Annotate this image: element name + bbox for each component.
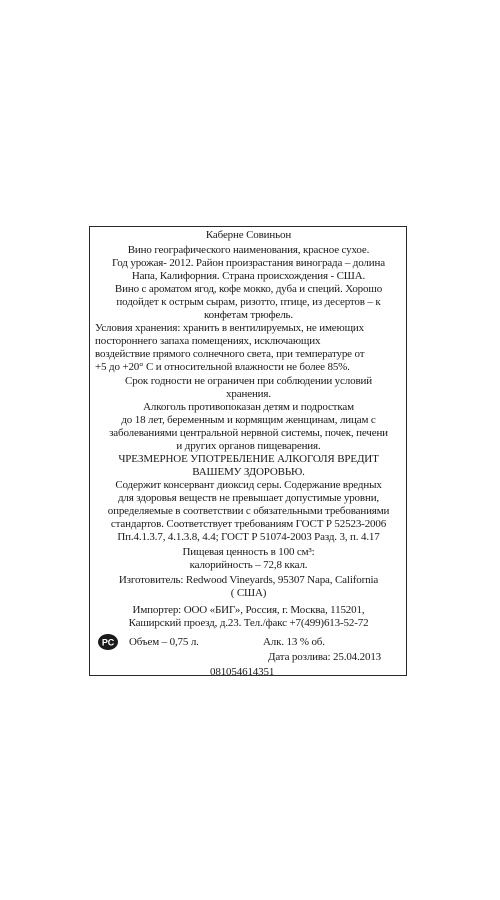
importer-block — [95, 604, 402, 630]
manufacturer-line: ( США) — [230, 587, 267, 600]
contraindication-line: до 18 лет, беременным и кормящим женщинам, лицам с — [121, 413, 376, 426]
shelf-life-line: Срок годности не ограничен при соблюдении условий — [125, 374, 372, 387]
contraindication-line: и других органов пищеварения. — [176, 439, 321, 452]
manufacturer-block — [95, 574, 402, 600]
storage-line: воздействие прямого солнечного света, при температуре от — [95, 348, 365, 361]
storage-line: Условия хранения: хранить в вентилируемых, не имеющих — [95, 322, 364, 335]
preservative-line: стандартов. Соответствует требованиям ГОСТ Р 52523-2006 — [110, 518, 387, 531]
storage-conditions-block — [95, 322, 402, 374]
volume-text: Объем – 0,75 л. — [129, 636, 199, 649]
nutrition-line: калорийность – 72,8 ккал. — [189, 559, 308, 572]
wine-name: Каберне Совиньон — [205, 229, 292, 241]
description-block — [95, 244, 402, 322]
storage-line: постороннего запаха помещениях, исключающих — [95, 335, 321, 348]
storage-line: +5 до +20° С и относительной влажности не более 85%. — [95, 361, 350, 374]
health-warning-block — [95, 453, 402, 479]
contraindication-line: Алкоголь противопоказан детям и подросткам — [143, 400, 354, 413]
barcode-number: 081054614351 — [210, 666, 275, 679]
health-warning-line: ЧРЕЗМЕРНОЕ УПОТРЕБЛЕНИЕ АЛКОГОЛЯ ВРЕДИТ — [118, 452, 379, 465]
description-line: конфетам трюфель. — [203, 309, 294, 322]
contraindications-block — [95, 401, 402, 453]
pct-certification-mark-icon — [97, 633, 119, 651]
manufacturer-line: Изготовитель: Redwood Vineyards, 95307 Napa, California — [118, 574, 379, 587]
shelf-life-line: хранения. — [226, 387, 271, 400]
bottling-date-text: Дата розлива: 25.04.2013 — [268, 651, 382, 664]
nutrition-block — [95, 546, 402, 572]
svg-text:PC: PC — [101, 637, 115, 648]
health-warning-line: ВАШЕМУ ЗДОРОВЬЮ. — [192, 465, 305, 478]
alcohol-content-text: Алк. 13 % об. — [263, 636, 325, 649]
description-line: Вино географического наименования, красное сухое. — [127, 244, 370, 257]
description-line: подойдет к острым сырам, ризотто, птице, из десертов – к — [116, 296, 381, 309]
importer-line: Каширский проезд, д.23. Тел./факс +7(499)613-52-72 — [128, 617, 369, 630]
shelf-life-block — [95, 375, 402, 401]
nutrition-line: Пищевая ценность в 100 см³: — [182, 546, 315, 559]
label-footer — [95, 634, 402, 679]
description-line: Год урожая- 2012. Район произрастания винограда – долина — [112, 257, 385, 270]
preservative-line: Содержит консервант диоксид серы. Содержание вредных — [115, 478, 382, 491]
contraindication-line: заболеваниями центральной нервной системы, почек, печени — [109, 426, 388, 439]
description-line: Вино с ароматом ягод, кофе мокко, дуба и специй. Хорошо — [114, 283, 383, 296]
preservative-block — [95, 479, 402, 544]
wine-back-label — [89, 226, 407, 679]
preservative-line: определяемые в соответствии с обязательными требованиями — [107, 504, 390, 517]
description-line: Напа, Калифорния. Страна происхождения - США. — [131, 270, 366, 283]
importer-line: Импортер: ООО «БИГ», Россия, г. Москва, 115201, — [132, 604, 365, 617]
preservative-line: для здоровья веществ не превышает допустимые уровни, — [117, 491, 380, 504]
preservative-line: Пп.4.1.3.7, 4.1.3.8, 4.4; ГОСТ Р 51074-2003 Разд. 3, п. 4.17 — [117, 531, 380, 544]
